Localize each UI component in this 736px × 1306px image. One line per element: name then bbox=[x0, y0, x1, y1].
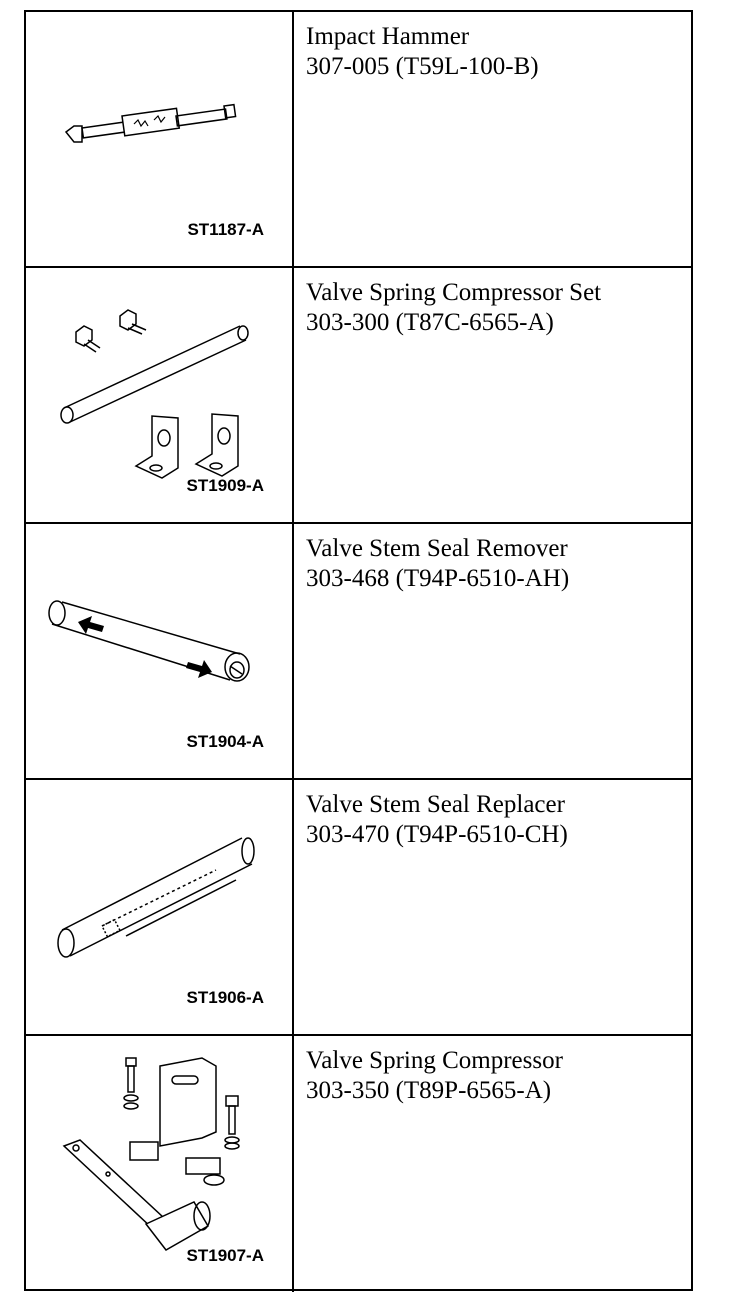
tool-figure-code: ST1187-A bbox=[187, 220, 264, 239]
tool-figure-code: ST1909-A bbox=[186, 476, 264, 495]
tool-number: 303-350 (T89P-6565-A) bbox=[306, 1077, 552, 1104]
tool-number: 303-470 (T94P-6510-CH) bbox=[306, 821, 568, 848]
tool-description bbox=[306, 1046, 686, 1106]
special-tools-table bbox=[24, 10, 693, 1291]
tool-name: Impact Hammer bbox=[306, 23, 470, 50]
tool-number: 307-005 (T59L-100-B) bbox=[306, 53, 539, 80]
tool-illustration-cell bbox=[26, 524, 294, 778]
tool-description bbox=[306, 790, 686, 850]
tool-number: 303-468 (T94P-6510-AH) bbox=[306, 565, 570, 592]
tool-description bbox=[306, 22, 686, 82]
tool-name: Valve Stem Seal Remover bbox=[306, 535, 568, 562]
tool-row bbox=[26, 12, 691, 268]
tool-figure-code: ST1907-A bbox=[186, 1246, 264, 1265]
tool-name: Valve Spring Compressor Set bbox=[306, 279, 602, 306]
tool-name: Valve Stem Seal Replacer bbox=[306, 791, 565, 818]
tool-row bbox=[26, 524, 691, 780]
tool-description bbox=[306, 534, 686, 594]
tool-row bbox=[26, 780, 691, 1036]
tool-description bbox=[306, 278, 686, 338]
tool-figure-code: ST1904-A bbox=[186, 732, 264, 751]
tool-illustration-cell bbox=[26, 268, 294, 522]
tool-row bbox=[26, 1036, 691, 1292]
tool-illustration-cell bbox=[26, 1036, 294, 1292]
tool-illustration-cell bbox=[26, 780, 294, 1034]
tool-figure-code: ST1906-A bbox=[186, 988, 264, 1007]
tool-name: Valve Spring Compressor bbox=[306, 1047, 563, 1074]
tool-number: 303-300 (T87C-6565-A) bbox=[306, 309, 554, 336]
tool-row bbox=[26, 268, 691, 524]
tool-illustration-cell bbox=[26, 12, 294, 266]
